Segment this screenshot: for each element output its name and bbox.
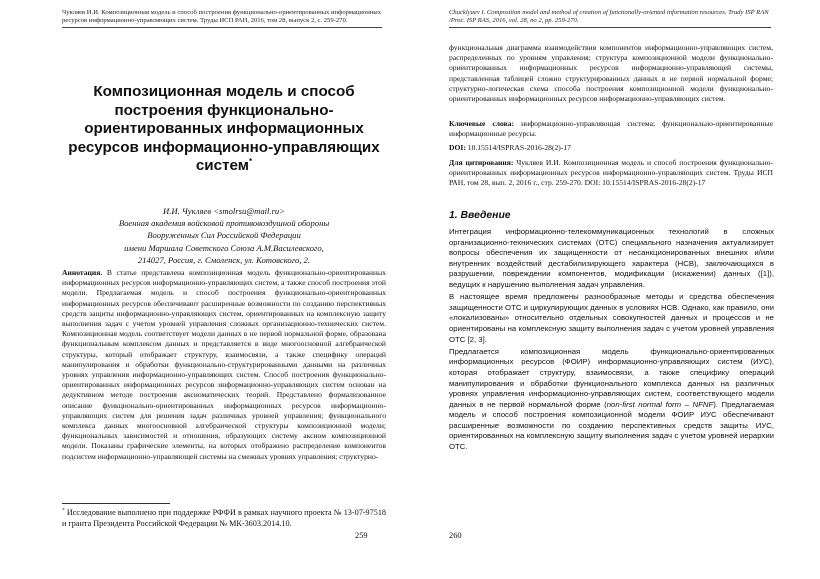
section-heading: 1. Введение: [449, 210, 511, 221]
author-email[interactable]: <smolrsu@mail.ru>: [213, 206, 286, 216]
affiliation-line: Вооруженных Сил Российской Федерации: [147, 230, 301, 241]
footnote-mark: *: [62, 507, 65, 514]
running-header-right-text: Chucklyaev I. Composition model and method of creation of functionally-oriented information resources. Trudy ISP RAN /Proc. ISP RAS, 2016, vol. 28, no 2, pp. 259-270.: [449, 9, 769, 24]
nfnf-term: non-first normal form – NFNF: [606, 399, 714, 409]
running-header-left-text: Чукляев И.И. Композиционная модель и способ построения функционально-ориентированных информационных ресурсов информационно-управляющих систем. Труды ИСП РАН, 2016, том 28, выпуск 2, с. 259-270.: [62, 9, 382, 24]
header-rule: [62, 27, 382, 28]
author-line: [62, 205, 386, 217]
running-header-left: [62, 9, 382, 28]
header-rule: [449, 27, 771, 28]
abstract-label: Аннотация.: [62, 268, 103, 277]
paragraph-part: ). Предлагаемая модель и способ построения композиционной модели ФОИР ИУС обеспечивают расширенные возможности по созданию перспективных средств защиты ИУС, ориентированных на комплексную защиту выполнения задач с учетом уровней иерархии ОТС.: [449, 399, 775, 452]
footnote-text: Исследование выполнено при поддержке РФФИ в рамках научного проекта № 13-07-97518 и гранта Президента Российской Федерации № МК-3603.2014.10.: [62, 508, 387, 529]
doi: [449, 143, 773, 153]
keywords-label: Ключевые слова:: [449, 119, 515, 128]
affiliation-line: имени Маршала Советского Союза А.М.Василевского,: [124, 242, 324, 253]
page-number: 260: [449, 531, 462, 540]
keywords-text: информационно-управляющая система; функционально-ориентированные информационные ресурсы.: [449, 119, 773, 139]
doi-label: DOI:: [449, 143, 466, 152]
paragraph: [449, 347, 774, 453]
footnote-rule: [62, 503, 170, 504]
citation-label: Для цитирования:: [449, 158, 514, 167]
author-block: [62, 205, 386, 266]
title-footnote-mark: *: [249, 157, 253, 167]
abstract: [62, 268, 386, 462]
affiliation-line: Военная академия войсковой противовоздушной обороны: [118, 218, 330, 229]
citation: [449, 158, 773, 189]
affiliation-line: 214027, Россия, г. Смоленск, ул. Котовского, 2.: [137, 254, 311, 265]
article-title: [62, 83, 386, 176]
abstract-text: В статье представлена композиционная модель функционально-ориентированных информационных ресурсов информационно-управляющих систем, а также способ построения этой модели. Предлагаемая модель и способ построения функционально-ориентированных информационных ресурсов обеспечивают расширенные возможности по созданию перспективных средств защиты информационно-управляющих систем, ориентированных на комплексную защиту выполнения задач с учетом уровней управления сложных организационно-технических систем. Композиционная модель соответствует модели данных в не первой нормальной форме, образована функциональным комплексом данных и представляется в виде многоосновной алгебраической структуры, который отображает структуру, взаимосвязи, а также специфику операций манипулирования и обработки функционально-структурированными данными на различных уровнях управления информационно-управляющих систем. Способ построения функционально-ориентированных информационных ресурсов информационно-управляющих систем основан на дедуктивном методе построения аксиоматических теорий. Представлено формализованное описание функционально-ориентированных информационных ресурсов информационно-управляющих систем для решения задач различных уровней управления; функционального комплекса данных многоосновной алгебраической структуры композиционной модели; функциональных зависимостей и отношения, образующих систему аксиом композиционной модели. Показаны графические элементы, на которых отображено распределение компонентов подсистем информационно-управляющей системы на смежных уровнях управления; структурно-: [62, 268, 386, 461]
author-name: И.И. Чукляев: [162, 206, 212, 216]
article-title-text: Композиционная модель и способ построения функционально-ориентированных информационных ресурсов информационно-управляющих систем: [68, 83, 380, 175]
abstract-continuation: функциональная диаграмма взаимодействия компонентов информационно-управляющих систем, распределенных по уровням управления; структура композиционной модели функционально-ориентированных информационных ресурсов информационно-управляющей системы, представленная таблицей сложно структурированных данных в не первой нормальной форме; структурно-логическая схема способа построения композиционной модели функционально-ориентированных информационных ресурсов информационно-управляющих систем.: [449, 43, 773, 104]
paragraph-part: Предлагается композиционная модель функционально-ориентированных информационных ресурсов (ФОИР) информационно-управляющих систем (ИУС), которая отображает структуру, взаимосвязи, а также специфику операций манипулирования и обработки функционального комплекса данных на различных уровнях управления информационно-управляющих систем, соответствующего модели данных в не первой нормальной форме (: [449, 346, 774, 409]
introduction-body: [449, 227, 774, 454]
paragraph: Интеграция информационно-телекоммуникационных технологий в сложных организационно-технических системах (ОТС) специального назначения актуализирует вопросы обеспечения их защищенности от несанкционированных внешних и/или внутренних воздействий дестабилизирующего характера (НСВ), заключающихся в разрушении, повреждении компонентов, модификации (искажении) данных ([1]), ведущих к нарушению выполнения задач управления.: [449, 227, 774, 289]
page-number: 259: [355, 531, 368, 540]
paragraph: В настоящее время предложены разнообразные методы и средства обеспечения защищенности ОТС и циркулирующих данных в условиях НСВ. Однако, как правило, они «локализованы» относительно отдельных совокупностей данных и процессов и не ориентированы на комплексную защиту выполнения задач с учетом уровней управления ОТС [2, 3].: [449, 292, 774, 344]
doi-value[interactable]: 10.15514/ISPRAS-2016-28(2)-17: [467, 143, 571, 152]
keywords: [449, 119, 773, 139]
footnote: [62, 507, 386, 529]
running-header-right: [449, 9, 771, 28]
citation-text: Чукляев И.И. Композиционная модель и способ построения функционально-ориентированных информационных ресурсов информационно-управляющих систем. Труды ИСП РАН, том 28, вып. 2, 2016 г., стр. 259-270. DOI: 10.15514/ISPRAS-2016-28(2)-17: [449, 158, 773, 188]
